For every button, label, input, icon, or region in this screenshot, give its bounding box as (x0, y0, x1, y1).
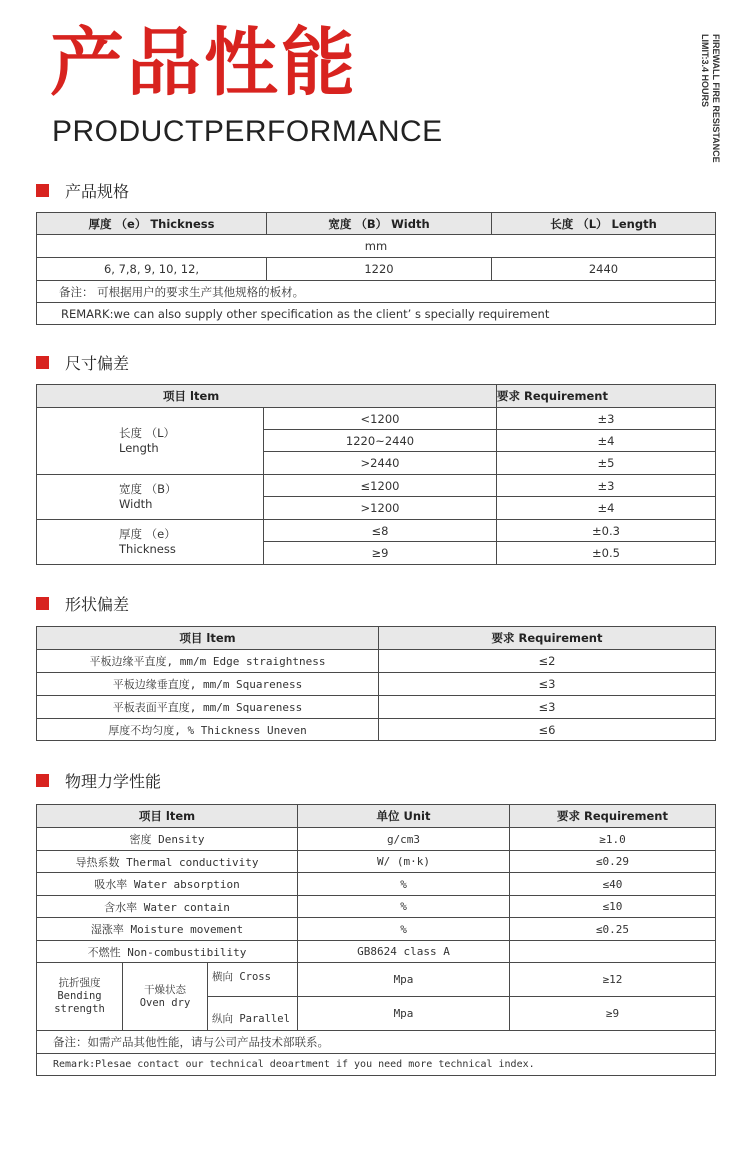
col-req-header: 要求 Requirement (379, 627, 716, 650)
section-size-heading: 尺寸偏差 (36, 350, 129, 374)
phys-item: 含水率 Water contain (37, 896, 298, 918)
range-cell: <1200 (264, 408, 497, 430)
phys-req: ≤40 (510, 873, 716, 896)
shape-item: 平板边缘垂直度, mm/m Squareness (37, 673, 379, 696)
side-label (697, 34, 721, 234)
parallel-req: ≥9 (510, 997, 716, 1031)
page-title-en: PRODUCTPERFORMANCE (52, 115, 443, 148)
parallel-label: 纵向 Parallel (208, 997, 298, 1031)
phys-req: ≥1.0 (510, 828, 716, 851)
phys-unit: GB8624 class A (298, 941, 510, 963)
range-cell: ≥9 (264, 542, 497, 565)
physical-table (36, 804, 716, 1076)
phys-req: ≤0.29 (510, 851, 716, 873)
phys-unit: % (298, 873, 510, 896)
length-group-label: 长度 （L） Length (37, 408, 264, 475)
phys-unit: g/cm3 (298, 828, 510, 851)
bending-strength-label: 抗折强度 Bending strength (37, 963, 123, 1031)
section-spec-heading: 产品规格 (36, 178, 129, 202)
req-cell: ±3 (497, 408, 716, 430)
range-cell: ≤8 (264, 520, 497, 542)
req-cell: ±4 (497, 497, 716, 520)
phys-req: ≤0.25 (510, 918, 716, 941)
shape-req: ≤6 (379, 719, 716, 741)
phys-unit: % (298, 918, 510, 941)
col-req-header: 要求 Requirement (510, 805, 716, 828)
unit-cell: mm (37, 235, 716, 258)
oven-dry-label: 干燥状态 Oven dry (123, 963, 208, 1031)
phys-item: 密度 Density (37, 828, 298, 851)
thickness-group-label: 厚度 （e） Thickness (37, 520, 264, 565)
shape-item: 平板边缘平直度, mm/m Edge straightness (37, 650, 379, 673)
section-shape-heading: 形状偏差 (36, 591, 129, 615)
phys-req (510, 941, 716, 963)
req-cell: ±5 (497, 452, 716, 475)
physical-note-cn: 备注：如需产品其他性能，请与公司产品技术部联系。 (37, 1031, 716, 1054)
shape-item: 厚度不均匀度, % Thickness Uneven (37, 719, 379, 741)
range-cell: 1220~2440 (264, 430, 497, 452)
cross-label: 横向 Cross (208, 963, 298, 997)
phys-item: 导热系数 Thermal conductivity (37, 851, 298, 873)
phys-item: 不燃性 Non-combustibility (37, 941, 298, 963)
col-req-header: 要求 Requirement (497, 385, 716, 408)
cross-unit: Mpa (298, 963, 510, 997)
shape-req: ≤2 (379, 650, 716, 673)
physical-note-en: Remark:Plesae contact our technical deoartment if you need more technical index. (37, 1054, 716, 1076)
thickness-values: 6, 7,8, 9, 10, 12, (37, 258, 267, 281)
phys-req: ≤10 (510, 896, 716, 918)
req-cell: ±4 (497, 430, 716, 452)
width-group-label: 宽度 （B） Width (37, 475, 264, 520)
section-physical-heading: 物理力学性能 (36, 768, 161, 792)
col-item-header: 项目 ltem (37, 385, 497, 408)
col-item-header: 项目 ltem (37, 627, 379, 650)
range-cell: ≤1200 (264, 475, 497, 497)
col-unit-header: 单位 Unit (298, 805, 510, 828)
col-length-header: 长度 （L） Length (492, 213, 716, 235)
side-label-line1: FIREWALL FIRE RESISTANCE (711, 34, 721, 163)
req-cell: ±0.5 (497, 542, 716, 565)
shape-item: 平板表面平直度, mm/m Squareness (37, 696, 379, 719)
parallel-unit: Mpa (298, 997, 510, 1031)
spec-note-en: REMARK:we can also supply other specification as the client’ s specially requirement (37, 303, 716, 325)
section-marker-icon (36, 597, 49, 610)
req-cell: ±3 (497, 475, 716, 497)
phys-item: 湿涨率 Moisture movement (37, 918, 298, 941)
shape-req: ≤3 (379, 673, 716, 696)
section-marker-icon (36, 184, 49, 197)
side-label-line2: LIMIT:3.4 HOURS (700, 34, 710, 108)
section-marker-icon (36, 774, 49, 787)
col-item-header: 项目 ltem (37, 805, 298, 828)
col-thickness-header: 厚度 （e） Thickness (37, 213, 267, 235)
phys-unit: W/ (m·k) (298, 851, 510, 873)
size-deviation-table (36, 384, 716, 565)
spec-note-cn: 备注： 可根据用户的要求生产其他规格的板材。 (37, 281, 716, 303)
col-width-header: 宽度 （B） Width (267, 213, 492, 235)
req-cell: ±0.3 (497, 520, 716, 542)
phys-unit: % (298, 896, 510, 918)
range-cell: >1200 (264, 497, 497, 520)
cross-req: ≥12 (510, 963, 716, 997)
width-value: 1220 (267, 258, 492, 281)
spec-table (36, 212, 716, 325)
page-title-cn: 产品性能 (50, 20, 358, 106)
length-value: 2440 (492, 258, 716, 281)
shape-req: ≤3 (379, 696, 716, 719)
phys-item: 吸水率 Water absorption (37, 873, 298, 896)
shape-deviation-table (36, 626, 716, 741)
range-cell: >2440 (264, 452, 497, 475)
section-marker-icon (36, 356, 49, 369)
